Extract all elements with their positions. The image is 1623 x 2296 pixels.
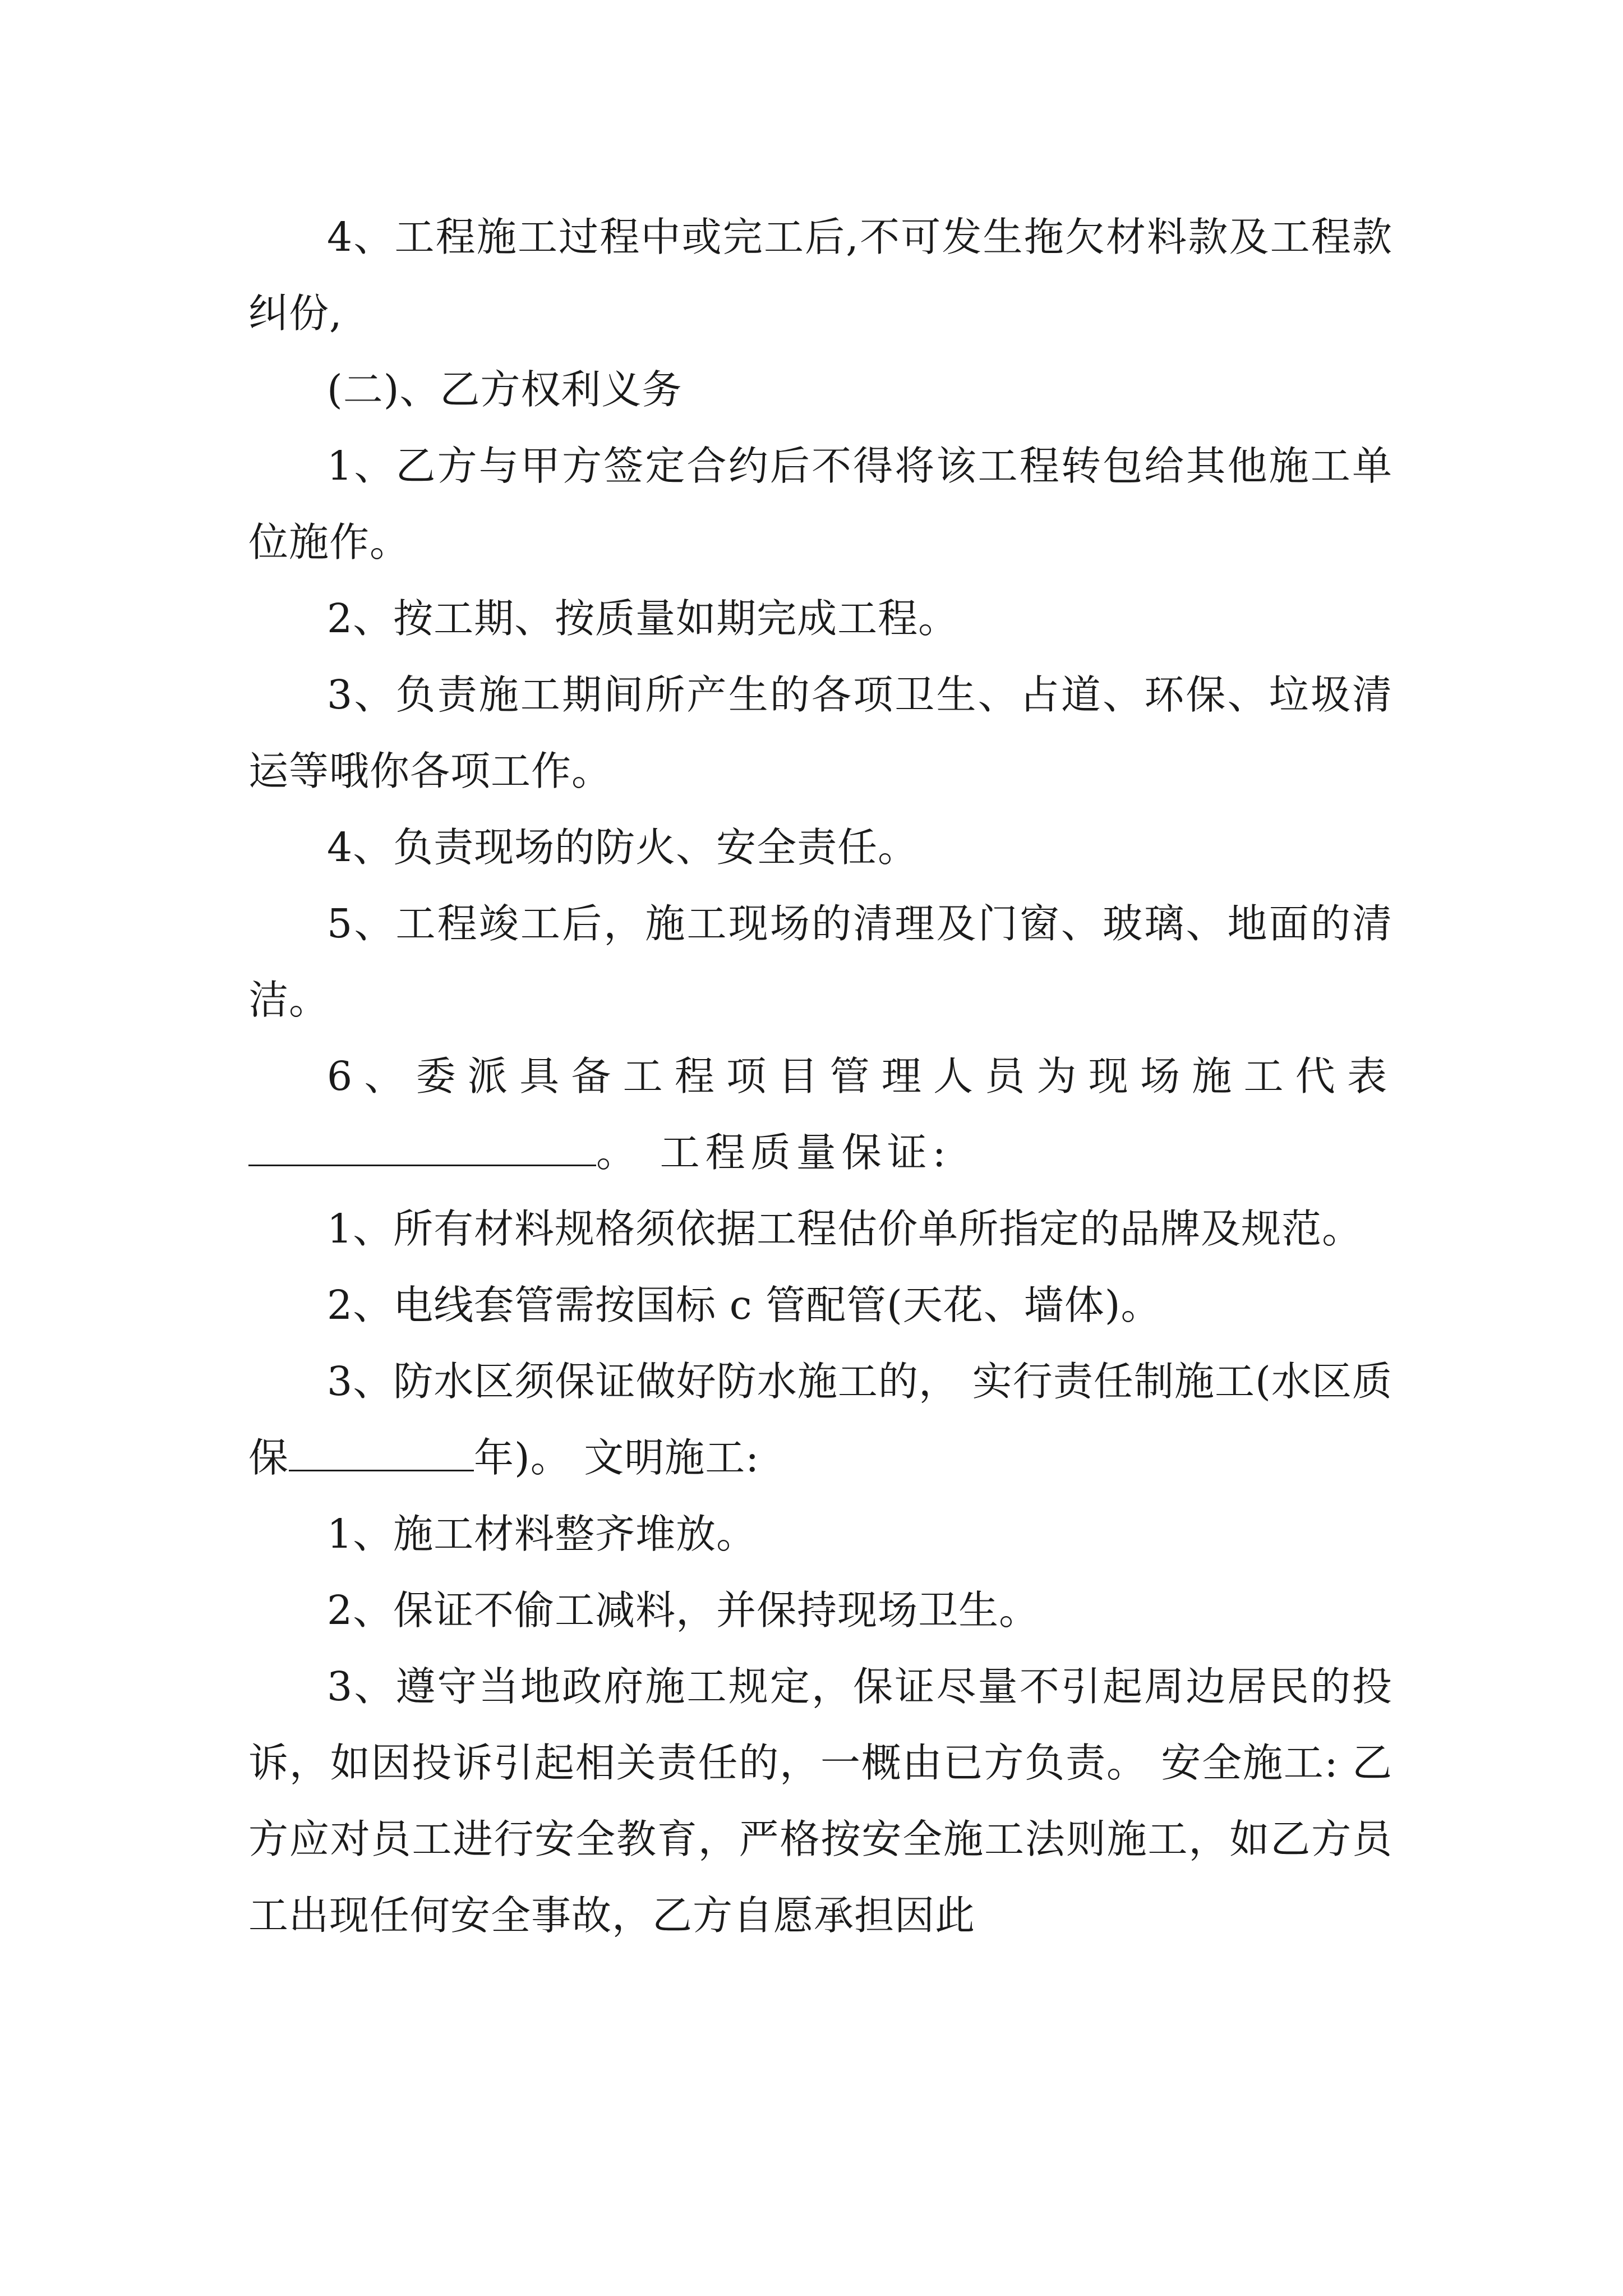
paragraph-no-subcontract: 1、乙方与甲方签定合约后不得将该工程转包给其他施工单位施作。 [248, 443, 1393, 565]
paragraph-material-specs: 1、所有材料规格须依据工程估价单所指定的品牌及规范。 [327, 1205, 1363, 1252]
paragraph-no-shortcuts: 2、保证不偷工减料，并保持现场卫生。 [327, 1587, 1040, 1634]
paragraph-site-cleanup: 5、工程竣工后，施工现场的清理及门窗、玻璃、地面的清洁。 [248, 900, 1393, 1023]
paragraph-fire-safety: 4、负责现场的防火、安全责任。 [327, 824, 919, 871]
document-body [248, 199, 1393, 1954]
section-heading-party-b-rights: (二)、乙方权利义务 [327, 366, 683, 413]
representative-text: 6、委派具备工程项目管理人员为现场施工代表 [327, 1053, 1393, 1099]
warranty-years-blank-line [289, 1438, 474, 1471]
paragraph-conduit: 2、电线套管需按国标 c 管配管(天花、墙体)。 [327, 1282, 1161, 1328]
paragraph-waterproofing [248, 1343, 1393, 1496]
civilized-construction-heading: 年)。 文明施工: [474, 1434, 760, 1481]
paragraph-material-payment: 4、工程施工过程中或完工后,不可发生拖欠材料款及工程款纠份, [248, 214, 1393, 337]
paragraph-hygiene-duties: 3、负责施工期间所产生的各项卫生、占道、环保、垃圾清运等哦你各项工作。 [248, 671, 1393, 794]
paragraph-materials-stacking: 1、施工材料整齐堆放。 [327, 1511, 757, 1557]
paragraph-schedule-quality: 2、按工期、按质量如期完成工程。 [327, 595, 959, 642]
paragraph-site-representative [248, 1038, 1393, 1191]
quality-guarantee-heading: 。 工程质量保证: [596, 1129, 952, 1176]
representative-blank-line [248, 1133, 596, 1166]
paragraph-local-regulations: 3、遵守当地政府施工规定，保证尽量不引起周边居民的投诉，如因投诉引起相关责任的，一概由已方负责。 安全施工: 乙方应对员工进行安全教育，严格按安全施工法则施工，如乙方员工出现任何安全事故，乙方自愿承担因此 [248, 1663, 1393, 1939]
waterproofing-text: 3、防水区须保证做好防水施工的， 实行责任制施工(水区质保 [248, 1358, 1393, 1481]
